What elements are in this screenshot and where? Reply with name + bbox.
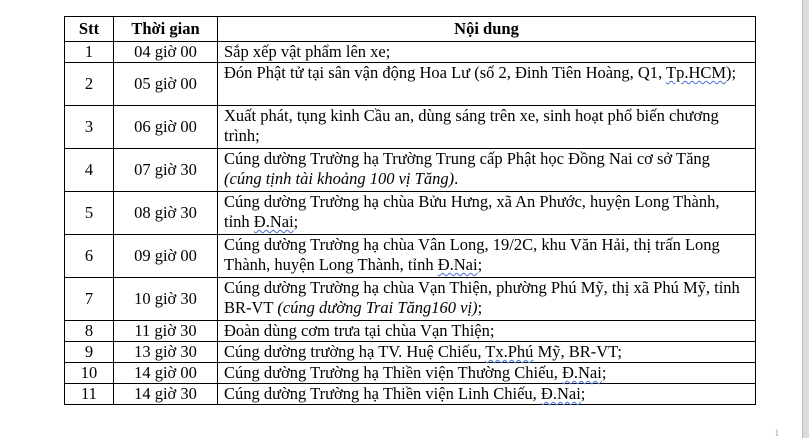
content-cell <box>218 149 756 192</box>
content-text: Cúng dường Trường hạ Thiền viện Linh Chiếu, <box>224 384 541 403</box>
stt-cell: 9 <box>65 342 114 363</box>
spell-flagged-text: Tp.HCM <box>665 63 727 82</box>
content-text: ; <box>601 363 607 382</box>
stt-cell: 3 <box>65 106 114 149</box>
content-cell <box>218 363 756 384</box>
spell-flagged-text: Đ.Nai <box>253 212 294 231</box>
content-text: Cúng dường Trường hạ chùa Bửu Hưng, xã An Phước, huyện Long Thành, tỉnh <box>224 192 720 231</box>
content-text: . <box>454 169 459 188</box>
table-row <box>65 63 756 106</box>
table-row <box>65 42 756 63</box>
content-cell <box>218 63 756 106</box>
stt-cell: 2 <box>65 63 114 106</box>
content-text: Cúng dường trường hạ TV. Huệ Chiếu, <box>224 342 486 361</box>
content-cell <box>218 235 756 278</box>
time-cell: 11 giờ 30 <box>114 321 218 342</box>
time-cell: 04 giờ 00 <box>114 42 218 63</box>
stt-cell: 8 <box>65 321 114 342</box>
content-cell <box>218 106 756 149</box>
header-time: Thời gian <box>114 17 218 42</box>
content-text: ); <box>726 63 737 82</box>
content-text: Xuất phát, tụng kinh Cầu an, dùng sáng trên xe, sinh hoạt phổ biến chương trình; <box>224 106 719 145</box>
content-text: ; <box>293 212 299 231</box>
stt-cell: 6 <box>65 235 114 278</box>
time-cell: 07 giờ 30 <box>114 149 218 192</box>
schedule-table <box>64 16 756 405</box>
table-row <box>65 278 756 321</box>
table-row <box>65 235 756 278</box>
content-text: Đoàn dùng cơm trưa tại chùa Vạn Thiện; <box>224 321 495 340</box>
table-row <box>65 106 756 149</box>
time-cell: 09 giờ 00 <box>114 235 218 278</box>
time-cell: 06 giờ 00 <box>114 106 218 149</box>
content-text: ; <box>477 255 483 274</box>
spell-flagged-text: Đ.Nai <box>437 255 478 274</box>
table-row <box>65 149 756 192</box>
stt-cell: 11 <box>65 384 114 405</box>
header-stt: Stt <box>65 17 114 42</box>
time-cell: 13 giờ 30 <box>114 342 218 363</box>
content-text: Đón Phật tử tại sân vận động Hoa Lư (số 2, Đinh Tiên Hoàng, Q1, <box>224 63 666 82</box>
italic-note: (cúng dường Trai Tăng160 vị) <box>277 298 478 317</box>
content-cell <box>218 384 756 405</box>
content-text: Cúng dường Trường hạ Trường Trung cấp Phật học Đồng Nai cơ sở Tăng <box>224 149 710 168</box>
time-cell: 05 giờ 00 <box>114 63 218 106</box>
content-text: ; <box>477 298 483 317</box>
time-cell: 10 giờ 30 <box>114 278 218 321</box>
content-text: Cúng dường Trường hạ Thiền viện Thường Chiếu, <box>224 363 562 382</box>
content-cell <box>218 192 756 235</box>
content-cell <box>218 321 756 342</box>
spell-flagged-text: Đ.Nai <box>561 363 602 382</box>
content-text: ; <box>580 384 586 403</box>
content-cell <box>218 278 756 321</box>
table-row <box>65 342 756 363</box>
stt-cell: 1 <box>65 42 114 63</box>
window-edge <box>802 0 809 438</box>
table-row <box>65 321 756 342</box>
time-cell: 08 giờ 30 <box>114 192 218 235</box>
spell-flagged-text: Đ.Nai <box>540 384 581 403</box>
content-text: Cúng dường Trường hạ chùa Vân Long, 19/2C, khu Văn Hải, thị trấn Long Thành, huyện Long Thành, tỉnh <box>224 235 720 274</box>
content-text: Mỹ, BR-VT; <box>533 342 622 361</box>
content-cell <box>218 342 756 363</box>
content-cell <box>218 42 756 63</box>
italic-note: (cúng tịnh tài khoảng 100 vị Tăng) <box>224 169 455 188</box>
stt-cell: 7 <box>65 278 114 321</box>
spell-flagged-text: Tx.Phú <box>485 342 534 361</box>
time-cell: 14 giờ 00 <box>114 363 218 384</box>
stt-cell: 10 <box>65 363 114 384</box>
content-text: Cúng dường Trường hạ chùa Vạn Thiện, phường Phú Mỹ, thị xã Phú Mỹ, tỉnh BR-VT <box>224 278 740 317</box>
page-number: 1 <box>774 428 779 438</box>
table-row <box>65 363 756 384</box>
stt-cell: 4 <box>65 149 114 192</box>
header-content: Nội dung <box>218 17 756 42</box>
table-header-row <box>65 17 756 42</box>
stt-cell: 5 <box>65 192 114 235</box>
content-text: Sắp xếp vật phẩm lên xe; <box>224 42 391 61</box>
table-row <box>65 192 756 235</box>
table-row <box>65 384 756 405</box>
time-cell: 14 giờ 30 <box>114 384 218 405</box>
